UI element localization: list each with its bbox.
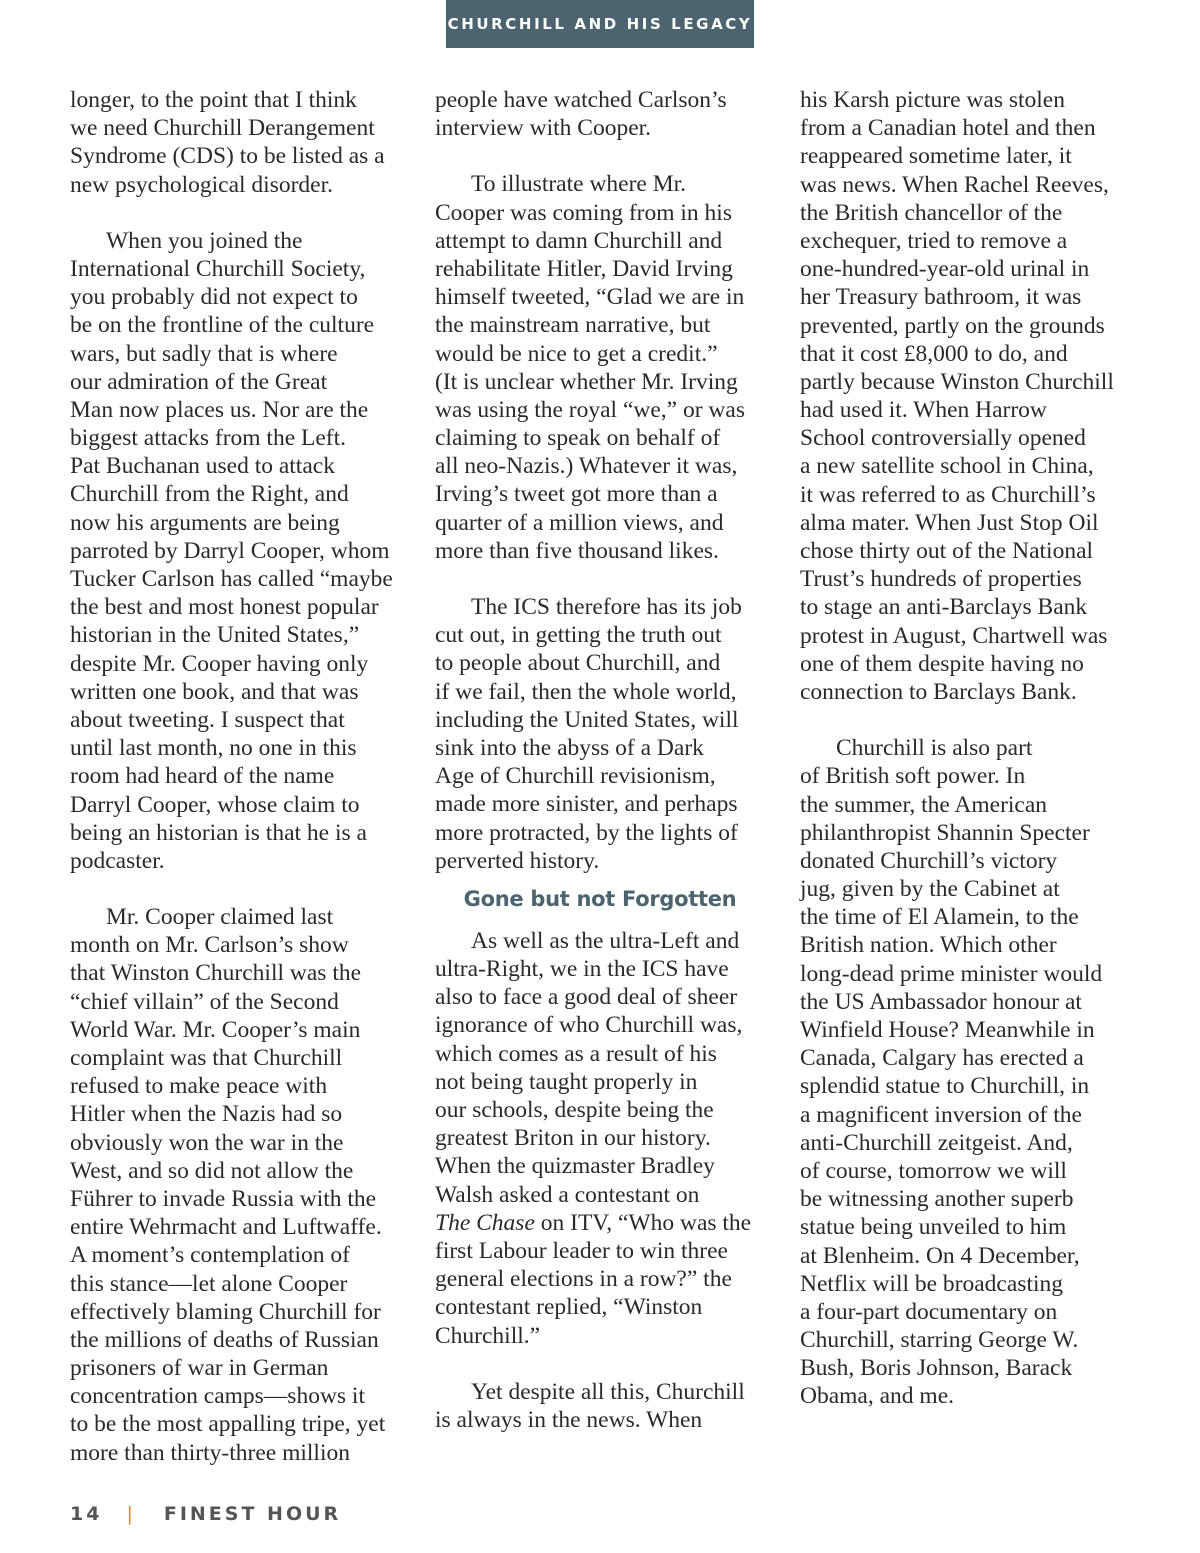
text-line: Walsh asked a contestant on <box>435 1181 700 1208</box>
text-line: the millions of deaths of Russian <box>70 1326 379 1353</box>
text-line: When you joined the <box>106 227 303 254</box>
text-line: his Karsh picture was stolen <box>800 87 1065 113</box>
text-line: more than five thousand likes. <box>435 537 719 564</box>
page-number: 14 <box>70 1503 103 1525</box>
text-line: it was referred to as Churchill’s <box>800 481 1096 508</box>
paragraph <box>435 170 765 565</box>
text-line: one of them despite having no <box>800 650 1084 677</box>
text-line: ultra-Right, we in the ICS have <box>435 956 729 983</box>
text-line: reappeared sometime later, it <box>800 143 1072 170</box>
text-line: Tucker Carlson has called “maybe <box>70 566 393 592</box>
text-line: interview with Cooper. <box>435 115 652 142</box>
text-line: partly because Winston Churchill <box>800 368 1114 395</box>
text-line: to stage an anti-Barclays Bank <box>800 594 1088 621</box>
text-line: Irving’s tweet got more than a <box>435 481 718 508</box>
text-line: parroted by Darryl Cooper, whom <box>70 537 390 564</box>
text-line: her Treasury bathroom, it was <box>800 284 1082 311</box>
paragraph <box>800 86 1140 706</box>
text-line: now his arguments are being <box>70 509 340 536</box>
text-line: Canada, Calgary has erected a <box>800 1045 1084 1072</box>
text-line: prisoners of war in German <box>70 1355 329 1382</box>
text-line: Churchill.” <box>435 1322 541 1349</box>
text-line: had used it. When Harrow <box>800 397 1047 424</box>
text-line: being an historian is that he is a <box>70 819 367 846</box>
text-line: refused to make peace with <box>70 1073 328 1100</box>
text-line: general elections in a row?” the <box>435 1266 732 1293</box>
text-line: Churchill is also part <box>836 735 1033 762</box>
paragraph-gap <box>435 142 765 170</box>
text-line: new psychological disorder. <box>70 171 334 198</box>
text-line: biggest attacks from the Left. <box>70 425 347 452</box>
text-line: splendid statue to Churchill, in <box>800 1073 1090 1100</box>
text-line: to be the most appalling tripe, yet <box>70 1411 386 1438</box>
text-line: attempt to damn Churchill and <box>435 227 723 254</box>
text-line: claiming to speak on behalf of <box>435 425 721 452</box>
text-line: we need Churchill Derangement <box>70 115 375 142</box>
text-line: the time of El Alamein, to the <box>800 904 1079 931</box>
text-line: was news. When Rachel Reeves, <box>800 171 1109 198</box>
text-line: our schools, despite being the <box>435 1097 714 1123</box>
paragraph-gap <box>435 1350 765 1378</box>
text-line: you probably did not expect to <box>70 284 358 311</box>
text-line: of course, tomorrow we will <box>800 1157 1067 1184</box>
paragraph <box>435 927 765 1350</box>
text-line: Man now places us. Nor are the <box>70 396 369 423</box>
text-line: Winfield House? Meanwhile in <box>800 1017 1095 1043</box>
text-line: Syndrome (CDS) to be listed as a <box>70 143 385 170</box>
text-line: greatest Briton in our history. <box>435 1125 711 1152</box>
text-line: that it cost £8,000 to do, and <box>800 340 1068 367</box>
text-line: concentration camps—shows it <box>70 1383 365 1410</box>
text-line: despite Mr. Cooper having only <box>70 650 369 677</box>
text-line: until last month, no one in this <box>70 735 357 762</box>
text-line: Netflix will be broadcasting <box>800 1270 1063 1297</box>
text-line: not being taught properly in <box>435 1068 698 1095</box>
text-line: exchequer, tried to remove a <box>800 227 1068 254</box>
text-line: Cooper was coming from in his <box>435 199 732 226</box>
text-line: podcaster. <box>70 847 165 874</box>
text-line: be witnessing another superb <box>800 1186 1074 1213</box>
text-line: about tweeting. I suspect that <box>70 706 345 733</box>
article-column-2 <box>435 86 765 1434</box>
text-line: one-hundred-year-old urinal in <box>800 256 1090 283</box>
text-line: (It is unclear whether Mr. Irving <box>435 368 738 395</box>
text-line: Churchill, starring George W. <box>800 1327 1079 1354</box>
text-line: West, and so did not allow the <box>70 1157 354 1184</box>
text-line: is always in the news. When <box>435 1406 703 1433</box>
text-line: complaint was that Churchill <box>70 1045 343 1071</box>
text-line: connection to Barclays Bank. <box>800 678 1077 705</box>
paragraph-gap <box>70 199 412 227</box>
text-line: the mainstream narrative, but <box>435 312 711 339</box>
paragraph-gap <box>435 565 765 593</box>
text-line: if we fail, then the whole world, <box>435 678 737 705</box>
text-line: quarter of a million views, and <box>435 509 724 536</box>
text-line: entire Wehrmacht and Luftwaffe. <box>70 1214 382 1241</box>
section-subheading: Gone but not Forgotten <box>463 886 737 911</box>
text-line: anti-Churchill zeitgeist. And, <box>800 1129 1073 1156</box>
text-line: Obama, and me. <box>800 1383 955 1410</box>
text-line: was using the royal “we,” or was <box>435 396 745 423</box>
text-line: prevented, partly on the grounds <box>800 312 1105 339</box>
text-line: Age of Churchill revisionism, <box>435 763 716 790</box>
text-line: British nation. Which other <box>800 932 1057 959</box>
text-line: Hitler when the Nazis had so <box>70 1101 343 1128</box>
publication-name: FINEST HOUR <box>163 1503 342 1525</box>
paragraph <box>435 86 765 142</box>
text-line: be on the frontline of the culture <box>70 312 375 339</box>
text-line: that Winston Churchill was the <box>70 960 362 987</box>
text-line: protest in August, Chartwell was <box>800 622 1108 649</box>
text-line: made more sinister, and perhaps <box>435 791 738 818</box>
text-line: Churchill from the Right, and <box>70 481 349 508</box>
text-line: a magnificent inversion of the <box>800 1101 1082 1128</box>
text-line: “chief villain” of the Second <box>70 988 339 1015</box>
text-line: Bush, Boris Johnson, Barack <box>800 1355 1073 1382</box>
paragraph <box>70 903 412 1467</box>
text-line: more than thirty-three million <box>70 1439 350 1466</box>
text-line: a four-part documentary on <box>800 1298 1058 1325</box>
section-header-tab <box>446 0 754 48</box>
text-line: School controversially opened <box>800 425 1086 452</box>
text-line: jug, given by the Cabinet at <box>800 876 1060 903</box>
text-line: first Labour leader to win three <box>435 1237 728 1264</box>
text-line: which comes as a result of his <box>435 1040 717 1067</box>
text-line: the US Ambassador honour at <box>800 988 1082 1015</box>
text-line: Pat Buchanan used to attack <box>70 453 335 480</box>
text-line: donated Churchill’s victory <box>800 847 1058 874</box>
text-line: our admiration of the Great <box>70 368 328 395</box>
text-line: When the quizmaster Bradley <box>435 1153 715 1180</box>
text-line: all neo-Nazis.) Whatever it was, <box>435 453 738 480</box>
paragraph <box>70 227 412 875</box>
text-line: wars, but sadly that is where <box>70 340 338 367</box>
paragraph <box>435 593 765 875</box>
text-line: statue being unveiled to him <box>800 1214 1067 1241</box>
text-line: chose thirty out of the National <box>800 538 1094 564</box>
text-line: Mr. Cooper claimed last <box>106 904 334 931</box>
text-line: The ICS therefore has its job <box>471 594 742 620</box>
text-line: the best and most honest popular <box>70 594 379 621</box>
text-line: from a Canadian hotel and then <box>800 115 1096 142</box>
paragraph <box>435 1378 765 1434</box>
text-line: ignorance of who Churchill was, <box>435 1012 743 1039</box>
paragraph-gap <box>70 875 412 903</box>
text-line: Trust’s hundreds of properties <box>800 566 1082 593</box>
text-line: a new satellite school in China, <box>800 453 1094 480</box>
text-line: World War. Mr. Cooper’s main <box>70 1016 361 1043</box>
text-line: also to face a good deal of sheer <box>435 984 738 1011</box>
text-line: Führer to invade Russia with the <box>70 1185 377 1212</box>
text-line: room had heard of the name <box>70 763 335 790</box>
text-line: International Churchill Society, <box>70 255 366 282</box>
text-line: month on Mr. Carlson’s show <box>70 932 349 959</box>
text-line: at Blenheim. On 4 December, <box>800 1242 1080 1269</box>
text-line: Darryl Cooper, whose claim to <box>70 791 360 818</box>
text-line: the summer, the American <box>800 791 1048 818</box>
text-line: cut out, in getting the truth out <box>435 622 722 649</box>
text-line: To illustrate where Mr. <box>471 171 687 198</box>
text-line: longer, to the point that I think <box>70 87 357 113</box>
text-line: historian in the United States,” <box>70 622 360 649</box>
text-line: obviously won the war in the <box>70 1129 344 1156</box>
text-line: rehabilitate Hitler, David Irving <box>435 255 733 282</box>
text-line: people have watched Carlson’s <box>435 87 727 113</box>
page-footer <box>70 1500 341 1528</box>
text-line: written one book, and that was <box>70 678 359 705</box>
text-line: would be nice to get a credit.” <box>435 340 718 367</box>
text-line: Yet despite all this, Churchill <box>471 1378 745 1405</box>
text-line: long-dead prime minister would <box>800 960 1103 987</box>
footer-separator: | <box>126 1503 136 1525</box>
paragraph-gap <box>800 706 1140 734</box>
text-line: The Chase on ITV, “Who was the <box>435 1209 752 1236</box>
text-line: contestant replied, “Winston <box>435 1294 703 1321</box>
text-line: himself tweeted, “Glad we are in <box>435 284 745 311</box>
text-line: of British soft power. In <box>800 763 1026 790</box>
text-line: philanthropist Shannin Specter <box>800 819 1090 846</box>
text-line: sink into the abyss of a Dark <box>435 734 704 761</box>
text-line: alma mater. When Just Stop Oil <box>800 509 1099 536</box>
paragraph <box>800 734 1140 1411</box>
text-line: this stance—let alone Cooper <box>70 1270 348 1297</box>
text-line: A moment’s contemplation of <box>70 1242 351 1269</box>
text-line: to people about Churchill, and <box>435 650 721 677</box>
text-line: including the United States, will <box>435 706 739 733</box>
text-line: the British chancellor of the <box>800 199 1063 226</box>
text-line: perverted history. <box>435 847 600 874</box>
text-line: As well as the ultra-Left and <box>471 927 740 954</box>
article-column-1 <box>70 86 412 1467</box>
paragraph <box>70 86 412 199</box>
article-column-3 <box>800 86 1140 1411</box>
text-line: more protracted, by the lights of <box>435 819 738 846</box>
text-line: effectively blaming Churchill for <box>70 1298 381 1325</box>
section-title: CHURCHILL AND HIS LEGACY <box>447 15 753 33</box>
